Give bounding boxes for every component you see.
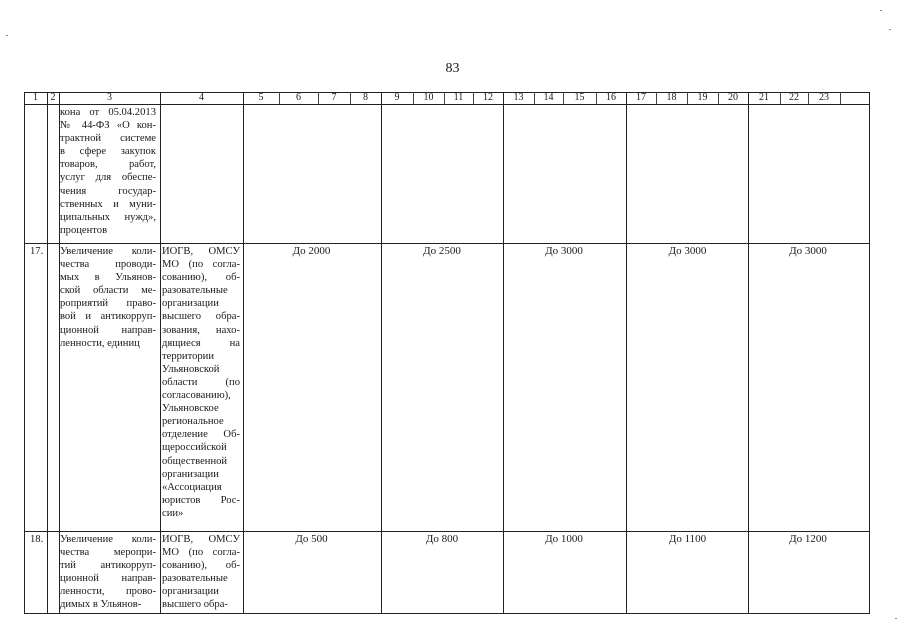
target-value-1: До 500 — [295, 533, 328, 545]
description-cell — [60, 533, 156, 612]
text-line: организации — [162, 586, 219, 598]
executors-cell — [162, 533, 240, 612]
column-header: 1 — [33, 92, 38, 103]
target-value-5: До 3000 — [789, 245, 827, 257]
text-line: ционной направ- — [60, 573, 156, 585]
column-header: 9 — [394, 92, 400, 103]
column-divider — [626, 92, 627, 614]
column-header: 21 — [759, 92, 769, 103]
text-line: «Ассоциация — [162, 481, 222, 493]
scan-speck — [889, 29, 891, 30]
text-line: ленности, прово- — [60, 586, 156, 598]
column-divider — [748, 92, 749, 614]
column-header: 11 — [453, 92, 464, 103]
text-line: согласованию), — [162, 390, 231, 402]
column-header: 13 — [513, 92, 524, 103]
text-line: высшего обра- — [162, 599, 228, 611]
column-header: 17 — [636, 92, 646, 103]
text-line: кона от 05.04.2013 — [60, 107, 156, 118]
header-divider — [24, 104, 870, 105]
target-value-4: До 3000 — [668, 245, 707, 257]
column-divider — [350, 92, 351, 104]
text-line: ской области ме- — [60, 285, 156, 297]
column-header: 12 — [483, 92, 493, 103]
row-divider-17-18 — [24, 531, 870, 532]
column-divider — [47, 92, 48, 614]
text-line: области (по — [162, 376, 240, 388]
column-header: 23 — [819, 92, 829, 103]
target-value-4: До 1100 — [668, 533, 707, 545]
text-line: Увеличение коли- — [60, 246, 156, 257]
scan-speck — [895, 618, 897, 619]
column-divider — [534, 92, 535, 104]
text-line: сованию), об- — [162, 560, 240, 572]
column-divider — [318, 92, 319, 104]
column-divider — [381, 92, 382, 614]
text-line: ственных и муни- — [60, 198, 156, 210]
text-line: организации — [162, 298, 219, 310]
executors-cell — [162, 245, 240, 520]
scan-speck — [6, 35, 8, 36]
text-line: чества меропри- — [60, 547, 156, 559]
column-divider — [279, 92, 280, 104]
column-header: 18 — [666, 92, 677, 103]
column-divider — [596, 92, 597, 104]
text-line: Ульяновское — [162, 403, 219, 415]
target-value-3: До 1000 — [545, 533, 583, 545]
column-divider — [503, 92, 504, 614]
row-number: 17. — [30, 246, 44, 257]
column-header: 14 — [543, 92, 554, 103]
description-cell — [60, 245, 156, 350]
text-line: МО (по согла- — [162, 547, 240, 559]
text-line: дящиеся на — [162, 337, 240, 349]
text-line: сии» — [162, 507, 184, 519]
target-value-1: До 2000 — [292, 245, 331, 257]
column-header: 22 — [789, 92, 799, 103]
text-line: региональное — [162, 416, 224, 428]
column-divider — [780, 92, 781, 104]
column-header: 15 — [574, 92, 585, 103]
text-line: разовательные — [162, 573, 228, 585]
text-line: услуг для обеспе- — [60, 172, 156, 184]
text-line: процентов — [60, 224, 108, 236]
column-header: 6 — [296, 92, 301, 103]
text-line: ципальных нужд», — [60, 211, 156, 223]
column-header: 7 — [331, 92, 337, 103]
column-divider — [444, 92, 445, 104]
text-line: роприятий право- — [60, 298, 156, 310]
column-divider — [413, 92, 414, 104]
column-header: 3 — [107, 92, 112, 103]
text-line: чества проводи- — [60, 259, 156, 271]
text-line: Ульяновской — [162, 363, 220, 375]
text-line: трактной системе — [60, 133, 156, 145]
text-line: отделение Об- — [162, 429, 240, 441]
column-header: 2 — [50, 92, 56, 103]
text-line: тий антикорруп- — [60, 560, 156, 572]
text-line: разовательные — [162, 285, 228, 297]
scan-speck — [880, 10, 882, 11]
target-value-2: До 800 — [425, 533, 459, 545]
target-value-3: До 3000 — [545, 245, 583, 257]
row-number: 18. — [30, 534, 44, 545]
text-line: МО (по согла- — [162, 259, 240, 271]
text-line: в сфере закупок — [60, 146, 156, 158]
column-header: 5 — [258, 92, 264, 103]
row-divider-16-17 — [24, 243, 870, 244]
column-divider — [160, 92, 161, 614]
target-value-5: До 1200 — [789, 533, 827, 545]
column-divider — [808, 92, 809, 104]
text-line: юристов Рос- — [162, 494, 240, 506]
column-header: 19 — [697, 92, 708, 103]
text-line: чения государ- — [60, 185, 156, 197]
column-divider — [718, 92, 719, 104]
text-line: вой и антикорруп- — [60, 311, 156, 323]
description-cell — [60, 106, 156, 237]
text-line: щероссийской — [162, 442, 227, 454]
column-divider — [243, 92, 244, 614]
text-line: № 44-ФЗ «О кон- — [60, 120, 156, 132]
text-line: ИОГВ, ОМСУ — [162, 534, 240, 545]
text-line: зования, нахо- — [162, 324, 240, 336]
column-divider — [687, 92, 688, 104]
page-number: 83 — [445, 61, 460, 76]
text-line: высшего обра- — [162, 311, 240, 323]
column-header: 16 — [606, 92, 616, 103]
column-header: 10 — [423, 92, 434, 103]
column-header: 20 — [728, 92, 738, 103]
text-line: ционной направ- — [60, 324, 156, 336]
column-divider — [840, 92, 841, 104]
column-header: 4 — [199, 92, 204, 103]
column-divider — [656, 92, 657, 104]
text-line: сованию), об- — [162, 272, 240, 284]
target-value-2: До 2500 — [423, 245, 461, 257]
column-divider — [473, 92, 474, 104]
text-line: мых в Ульянов- — [60, 272, 156, 284]
text-line: ИОГВ, ОМСУ — [162, 246, 240, 257]
text-line: Увеличение коли- — [60, 534, 156, 545]
text-line: ленности, единиц — [60, 337, 140, 349]
text-line: общественной — [162, 455, 228, 467]
column-header: 8 — [363, 92, 368, 103]
text-line: организации — [162, 468, 219, 480]
column-divider — [59, 92, 60, 614]
text-line: димых в Ульянов- — [60, 599, 142, 611]
text-line: товаров, работ, — [60, 159, 156, 171]
column-divider — [563, 92, 564, 104]
text-line: территории — [162, 350, 215, 362]
